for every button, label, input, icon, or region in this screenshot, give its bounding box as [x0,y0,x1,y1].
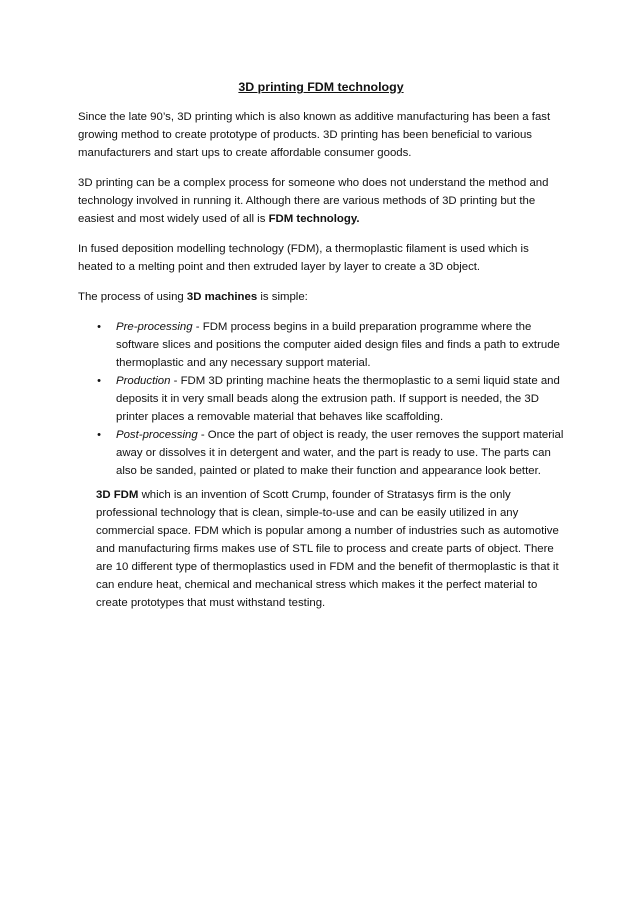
paragraph-3d-fdm-text: which is an invention of Scott Crump, founder of Stratasys firm is the only professional technology that is clean, simple-to-use and can be easily utilized in any commercial space. FDM which is popular among a number of industries such as automotive and manufacturing firms makes use of STL file to process and create parts of object. There are 10 different type of thermoplastics used in FDM and the benefit of thermoplastic is that it can endure heat, chemical and mechanical stress which makes it the perfect material to create prototypes that must withstand testing. [96,489,559,609]
paragraph-process-intro [78,288,564,306]
paragraph-3d-fdm [96,486,564,612]
bullet-icon: • [97,375,101,387]
step-text: - FDM process begins in a build preparation programme where the software slices and positions the computer aided design files and finds a path to extrude thermoplastic and any necessary support material. [116,321,560,369]
bullet-icon: • [97,321,101,333]
step-term: Pre-processing [116,321,193,333]
paragraph-methods [78,174,564,228]
step-text: - FDM 3D printing machine heats the thermoplastic to a semi liquid state and deposits it in very small beads along the extrusion path. If support is needed, the 3D printer places a removable material that behaves like scaffolding. [116,375,560,423]
bullet-icon: • [97,429,101,441]
list-item-pre-processing [78,318,564,372]
paragraph-methods-text: 3D printing can be a complex process for someone who does not understand the method and technology involved in running it. Although there are various methods of 3D printing but the easiest and most widely used of all is [78,177,549,225]
step-term: Post-processing [116,429,198,441]
process-intro-after: is simple: [257,291,308,303]
document-body [78,78,564,624]
paragraph-3d-fdm-bold: 3D FDM [96,489,139,501]
paragraph-fdm-definition: In fused deposition modelling technology (FDM), a thermoplastic filament is used which is heated to a melting point and then extruded layer by layer to create a 3D object. [78,243,529,273]
list-item-production [78,372,564,426]
document-title: 3D printing FDM technology [238,80,404,94]
paragraph-methods-bold: FDM technology. [268,213,360,225]
process-intro-before: The process of using [78,291,187,303]
process-intro-bold: 3D machines [186,291,258,303]
process-steps-list [78,318,564,480]
step-text: - Once the part of object is ready, the user removes the support material away or dissolves it in detergent and water, and the part is ready to use. The parts can also be sanded, painted or plated to make their function and appearance look better. [116,429,564,477]
list-item-post-processing [78,426,564,480]
paragraph-intro: Since the late 90’s, 3D printing which is also known as additive manufacturing has been a fast growing method to create prototype of products. 3D printing has been beneficial to various manufacturers and start ups to create affordable consumer goods. [78,111,551,159]
step-term: Production [116,375,171,387]
